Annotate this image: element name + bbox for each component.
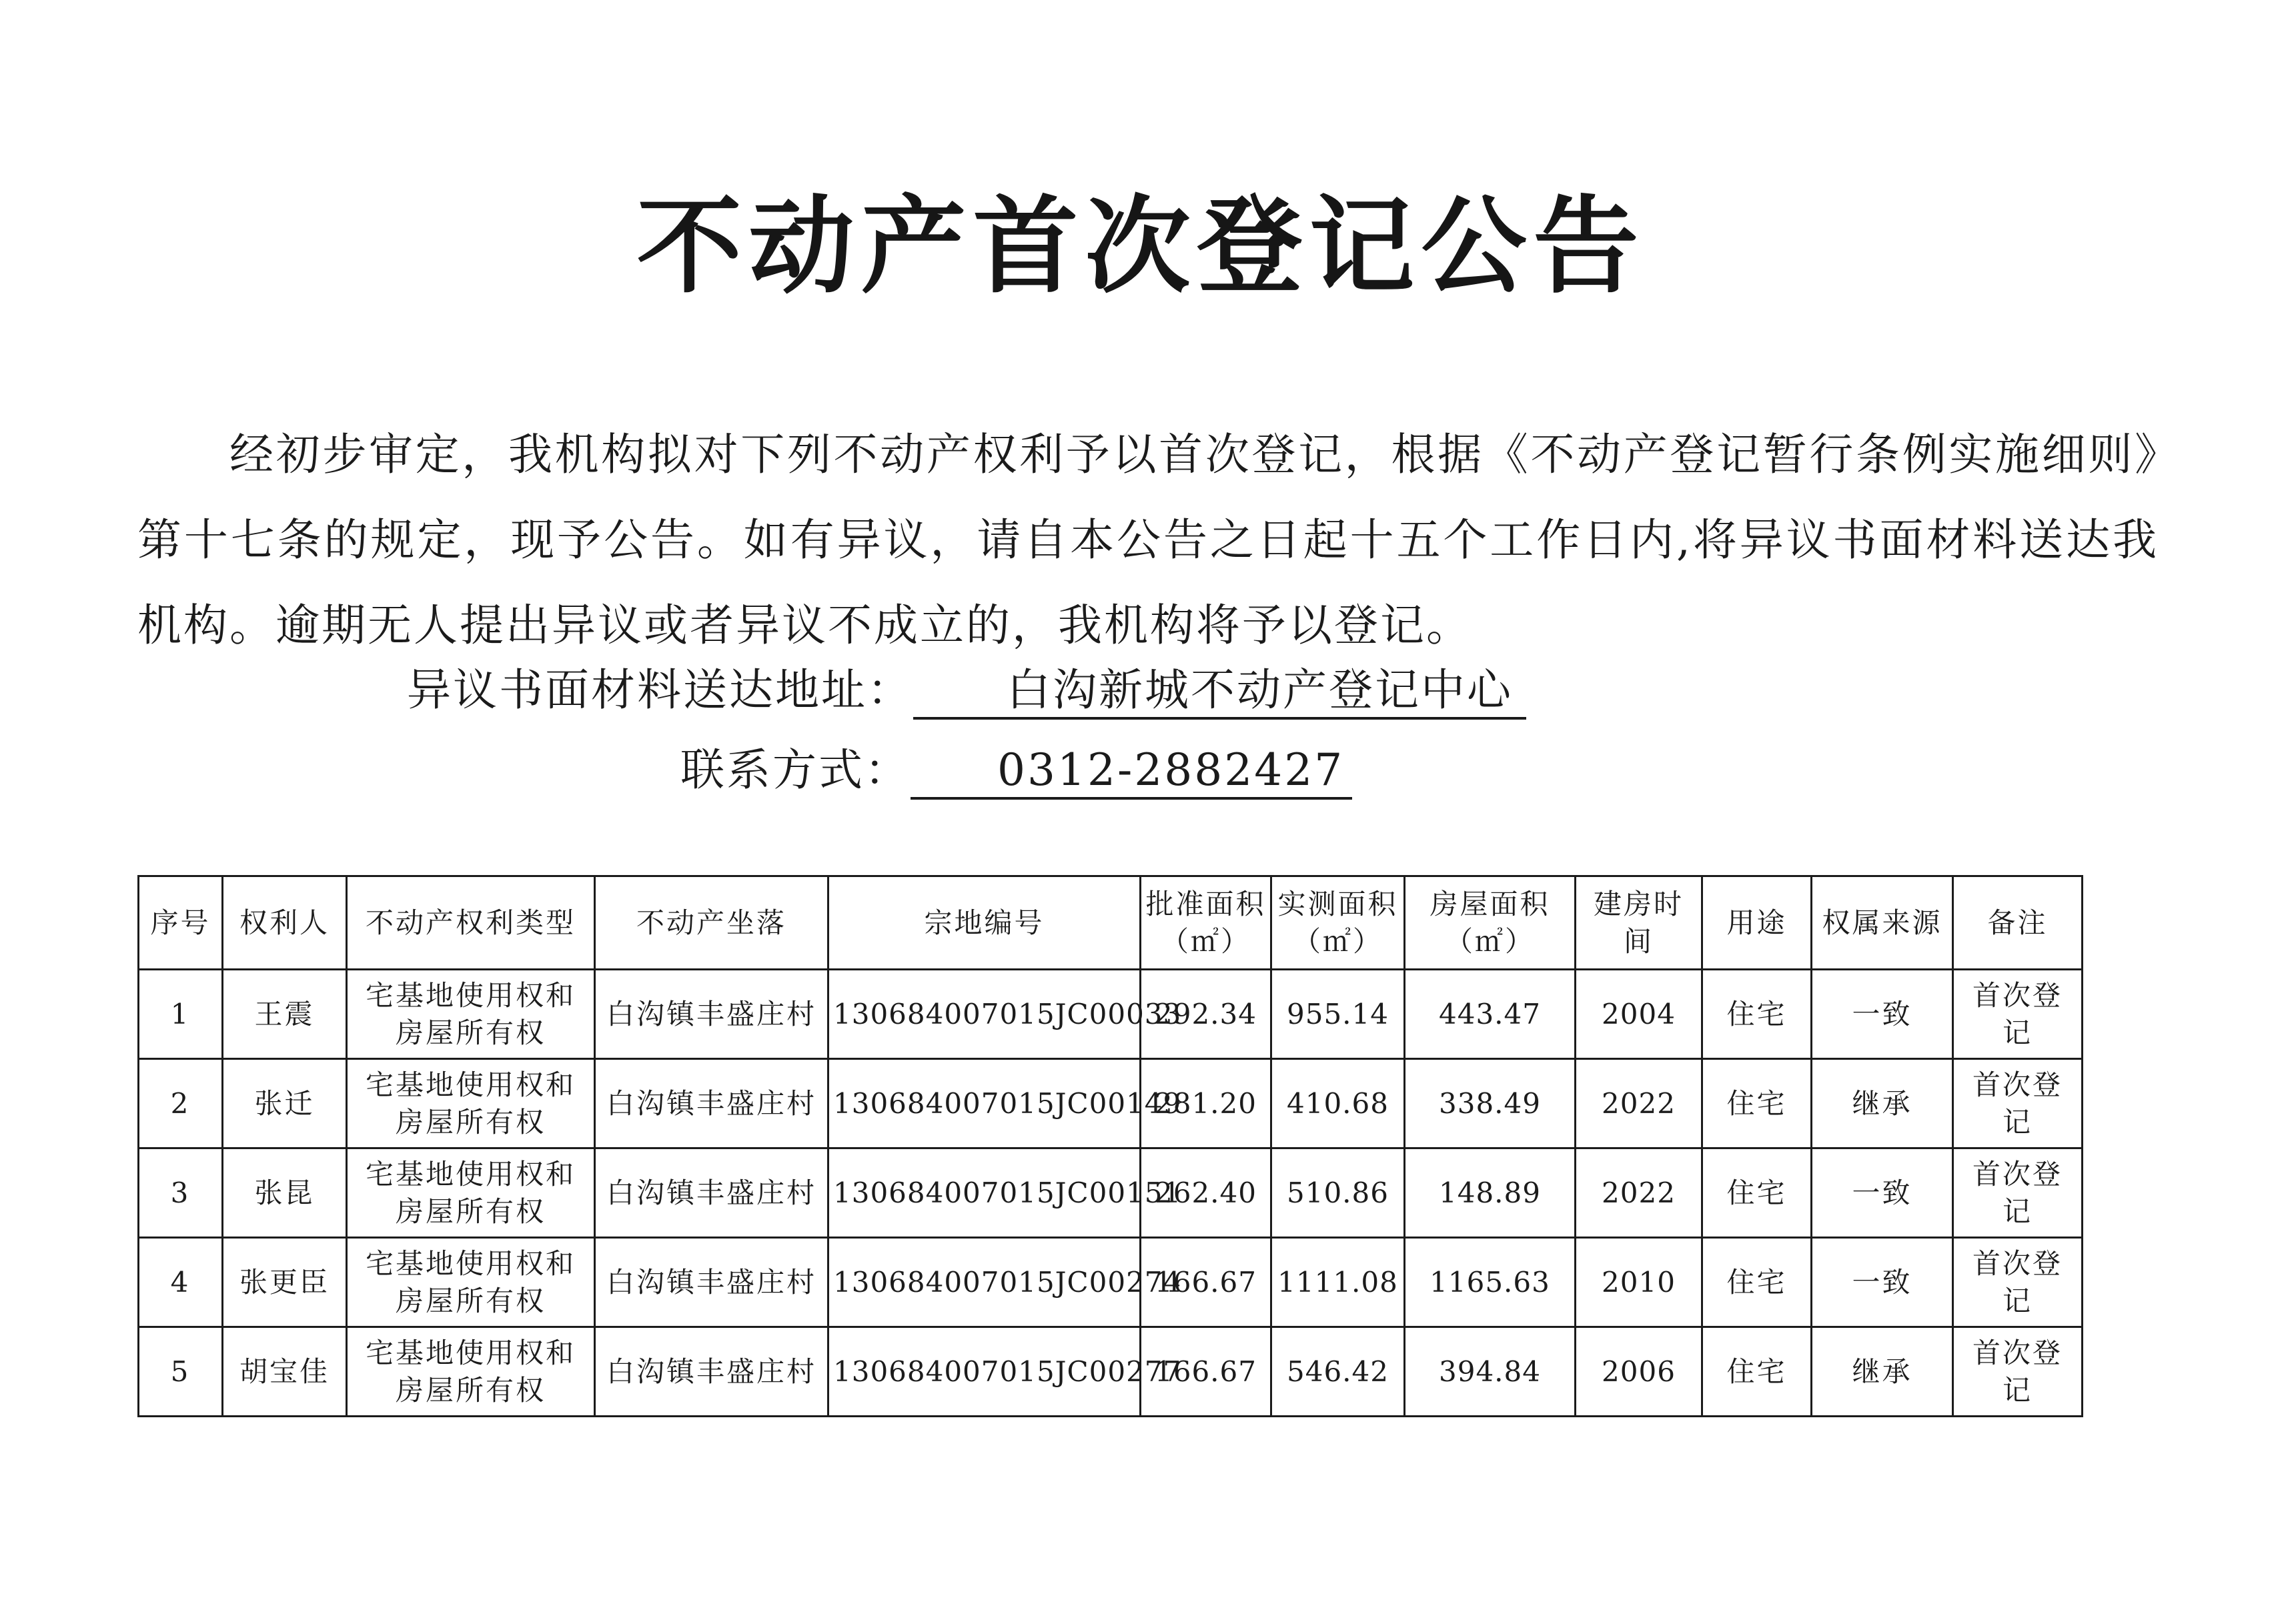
cell-build-year: 2022 — [1576, 1148, 1702, 1238]
cell-approved-area: 292.34 — [1141, 970, 1271, 1059]
header-location: 不动产坐落 — [595, 876, 828, 970]
header-parcel-number: 宗地编号 — [828, 876, 1141, 970]
page-title: 不动产首次登记公告 — [636, 185, 1646, 308]
cell-right-type: 宅基地使用权和房屋所有权 — [347, 1327, 595, 1417]
cell-usage: 住宅 — [1702, 1148, 1812, 1238]
cell-location: 白沟镇丰盛庄村 — [595, 1238, 828, 1327]
cell-house-area: 338.49 — [1405, 1059, 1576, 1148]
cell-right-holder: 王震 — [223, 970, 347, 1059]
cell-usage: 住宅 — [1702, 1327, 1812, 1417]
cell-parcel-number: 130684007015JC00033 — [828, 970, 1141, 1059]
cell-parcel-number: 130684007015JC00149 — [828, 1059, 1141, 1148]
cell-index: 4 — [139, 1238, 223, 1327]
header-index: 序号 — [139, 876, 223, 970]
cell-measured-area: 410.68 — [1271, 1059, 1405, 1148]
cell-measured-area: 510.86 — [1271, 1148, 1405, 1238]
cell-parcel-number: 130684007015JC00151 — [828, 1148, 1141, 1238]
cell-house-area: 1165.63 — [1405, 1238, 1576, 1327]
objection-address-line — [407, 660, 1526, 720]
cell-usage: 住宅 — [1702, 970, 1812, 1059]
cell-location: 白沟镇丰盛庄村 — [595, 1059, 828, 1148]
cell-right-holder: 张迁 — [223, 1059, 347, 1148]
table-row — [139, 1148, 2083, 1238]
cell-remarks: 首次登记 — [1953, 1059, 2083, 1148]
cell-right-type: 宅基地使用权和房屋所有权 — [347, 1148, 595, 1238]
cell-remarks: 首次登记 — [1953, 1327, 2083, 1417]
cell-measured-area: 955.14 — [1271, 970, 1405, 1059]
header-usage: 用途 — [1702, 876, 1812, 970]
cell-ownership-source: 继承 — [1812, 1327, 1953, 1417]
cell-approved-area: 262.40 — [1141, 1148, 1271, 1238]
intro-paragraph: 经初步审定，我机构拟对下列不动产权利予以首次登记，根据《不动产登记暂行条例实施细则》第十七条的规定，现予公告。如有异议，请自本公告之日起十五个工作日内,将异议书面材料送达我机构。逾期无人提出异议或者异议不成立的，我机构将予以登记。 — [137, 429, 2159, 651]
cell-index: 2 — [139, 1059, 223, 1148]
contact-line — [680, 740, 1352, 800]
header-measured-area: 实测面积（㎡） — [1271, 876, 1405, 970]
header-right-type: 不动产权利类型 — [347, 876, 595, 970]
cell-house-area: 394.84 — [1405, 1327, 1576, 1417]
cell-measured-area: 1111.08 — [1271, 1238, 1405, 1327]
contact-phone-value: 0312-2882427 — [911, 744, 1352, 800]
header-build-year: 建房时间 — [1576, 876, 1702, 970]
cell-right-holder: 胡宝佳 — [223, 1327, 347, 1417]
cell-ownership-source: 一致 — [1812, 970, 1953, 1059]
objection-address-value: 白沟新城不动产登记中心 — [913, 664, 1526, 720]
cell-index: 1 — [139, 970, 223, 1059]
cell-location: 白沟镇丰盛庄村 — [595, 1327, 828, 1417]
table-row — [139, 1327, 2083, 1417]
cell-location: 白沟镇丰盛庄村 — [595, 1148, 828, 1238]
cell-parcel-number: 130684007015JC00277 — [828, 1327, 1141, 1417]
cell-right-type: 宅基地使用权和房屋所有权 — [347, 1238, 595, 1327]
table-row — [139, 970, 2083, 1059]
cell-house-area: 443.47 — [1405, 970, 1576, 1059]
cell-ownership-source: 一致 — [1812, 1148, 1953, 1238]
cell-build-year: 2004 — [1576, 970, 1702, 1059]
cell-remarks: 首次登记 — [1953, 1148, 2083, 1238]
cell-location: 白沟镇丰盛庄村 — [595, 970, 828, 1059]
cell-right-type: 宅基地使用权和房屋所有权 — [347, 970, 595, 1059]
cell-usage: 住宅 — [1702, 1238, 1812, 1327]
cell-approved-area: 281.20 — [1141, 1059, 1271, 1148]
registration-table — [137, 875, 2083, 1417]
cell-right-type: 宅基地使用权和房屋所有权 — [347, 1059, 595, 1148]
header-house-area: 房屋面积（㎡） — [1405, 876, 1576, 970]
cell-measured-area: 546.42 — [1271, 1327, 1405, 1417]
objection-address-label: 异议书面材料送达地址： — [407, 664, 913, 716]
cell-approved-area: 166.67 — [1141, 1327, 1271, 1417]
cell-parcel-number: 130684007015JC00274 — [828, 1238, 1141, 1327]
header-remarks: 备注 — [1953, 876, 2083, 970]
cell-index: 3 — [139, 1148, 223, 1238]
cell-right-holder: 张昆 — [223, 1148, 347, 1238]
cell-index: 5 — [139, 1327, 223, 1417]
table-row — [139, 1059, 2083, 1148]
table-row — [139, 1238, 2083, 1327]
table-header-row — [139, 876, 2083, 970]
header-right-holder: 权利人 — [223, 876, 347, 970]
cell-remarks: 首次登记 — [1953, 970, 2083, 1059]
cell-remarks: 首次登记 — [1953, 1238, 2083, 1327]
cell-right-holder: 张更臣 — [223, 1238, 347, 1327]
header-approved-area: 批准面积（㎡） — [1141, 876, 1271, 970]
cell-approved-area: 166.67 — [1141, 1238, 1271, 1327]
cell-build-year: 2006 — [1576, 1327, 1702, 1417]
contact-label: 联系方式： — [680, 744, 911, 796]
cell-ownership-source: 一致 — [1812, 1238, 1953, 1327]
cell-usage: 住宅 — [1702, 1059, 1812, 1148]
cell-build-year: 2022 — [1576, 1059, 1702, 1148]
cell-house-area: 148.89 — [1405, 1148, 1576, 1238]
cell-build-year: 2010 — [1576, 1238, 1702, 1327]
cell-ownership-source: 继承 — [1812, 1059, 1953, 1148]
header-ownership-source: 权属来源 — [1812, 876, 1953, 970]
